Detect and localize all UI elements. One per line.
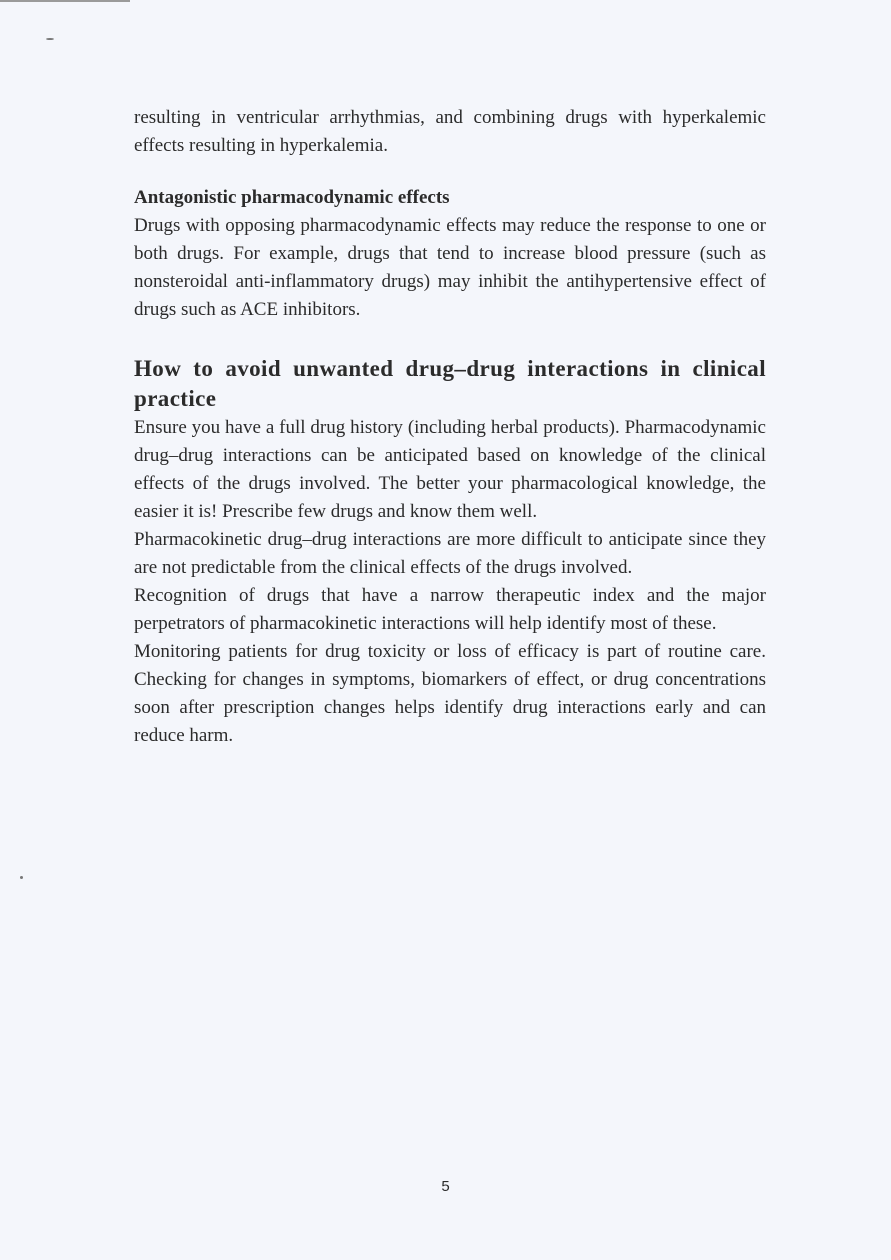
avoid-paragraph-monitoring: Monitoring patients for drug toxicity or loss of efficacy is part of routine care. Checking for changes in symptoms, biomarkers of effect, or drug concentrations soon after prescription changes helps identify drug interactions early and can reduce harm. — [134, 641, 766, 746]
scan-speck — [20, 876, 23, 879]
antagonistic-heading: Antagonistic pharmacodynamic effects — [134, 187, 450, 208]
page-content — [134, 104, 766, 750]
scan-speck — [46, 38, 54, 40]
avoid-interactions-heading: How to avoid unwanted drug–drug interactions in clinical practice — [134, 356, 766, 411]
avoid-paragraph-pharmacokinetic: Pharmacokinetic drug–drug interactions are more difficult to anticipate since they are not predictable from the clinical effects of the drugs involved. — [134, 529, 766, 578]
continued-paragraph: resulting in ventricular arrhythmias, and combining drugs with hyperkalemic effects resulting in hyperkalemia. — [134, 107, 766, 156]
antagonistic-paragraph: Drugs with opposing pharmacodynamic effects may reduce the response to one or both drugs. For example, drugs that tend to increase blood pressure (such as nonsteroidal anti-inflammatory drugs) may inhibit the antihypertensive effect of drugs such as ACE inhibitors. — [134, 215, 766, 320]
scan-edge-line — [0, 0, 130, 2]
avoid-paragraph-recognition: Recognition of drugs that have a narrow therapeutic index and the major perpetrators of pharmacokinetic interactions will help identify most of these. — [134, 585, 766, 634]
avoid-paragraph-history: Ensure you have a full drug history (including herbal products). Pharmacodynamic drug–drug interactions can be anticipated based on knowledge of the clinical effects of the drugs involved. The better your pharmacological knowledge, the easier it is! Prescribe few drugs and know them well. — [134, 417, 766, 522]
page-number: 5 — [441, 1178, 450, 1195]
